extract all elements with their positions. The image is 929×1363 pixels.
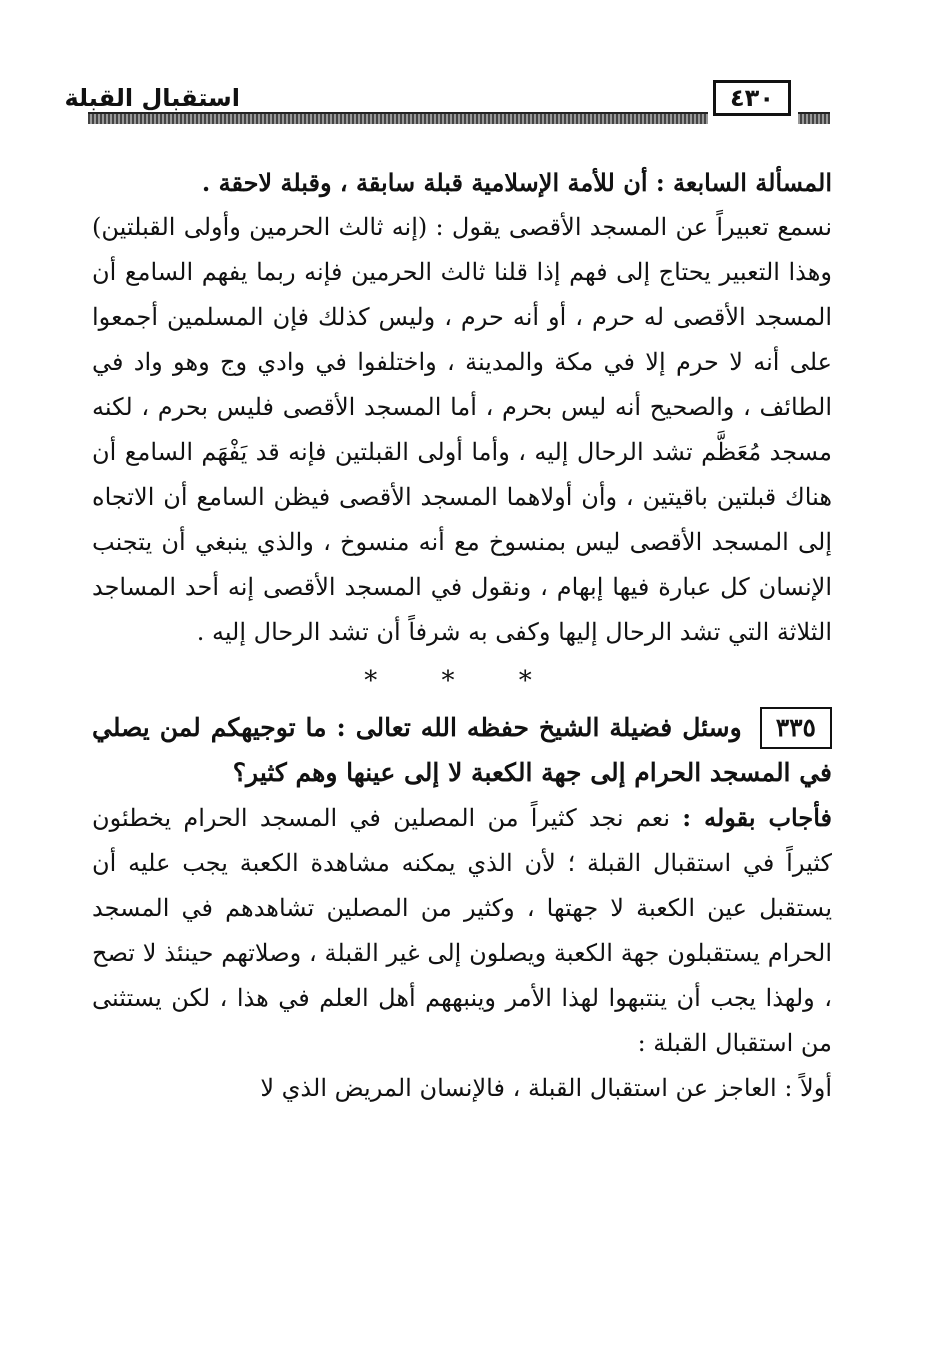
- question-text: وسئل فضيلة الشيخ حفظه الله تعالى : ما توجيهكم لمن يصلي في المسجد الحرام إلى جهة الكعبة لا إلى عينها وهم كثير؟: [92, 713, 832, 787]
- running-title: استقبال القبلة: [64, 84, 240, 112]
- question-block: [92, 705, 832, 795]
- page-body: [92, 160, 832, 1111]
- separator-stars: * * *: [364, 666, 560, 696]
- page-number: ٤٣٠: [713, 80, 791, 116]
- page-header: [64, 78, 830, 124]
- answer-lead: فأجاب بقوله :: [682, 803, 832, 832]
- question-number: ٣٣٥: [760, 707, 832, 749]
- first-point: أولاً : العاجز عن استقبال القبلة ، فالإنسان المريض الذي لا: [260, 1074, 832, 1102]
- section-heading: المسألة السابعة : أن للأمة الإسلامية قبلة سابقة ، وقبلة لاحقة .: [201, 168, 832, 197]
- answer-paragraph: [92, 795, 832, 1066]
- section-paragraph: نسمع تعبيراً عن المسجد الأقصى يقول : (إنه ثالث الحرمين وأولى القبلتين) وهذا التعبير يحتاج إلى فهم إذا قلنا ثالث الحرمين فإنه ربما يفهم السامع أن المسجد الأقصى له حرم ، أو أنه حرم ، وليس كذلك فإن المسلمين أجمعوا على أنه لا حرم إلا في مكة والمدينة ، واختلفوا في وادي وج وهو واد في الطائف ، والصحيح أنه ليس بحرم ، أما المسجد الأقصى فليس بحرم ، لكنه مسجد مُعَظَّم تشد الرحال إليه ، وأما أولى القبلتين فإنه قد يَفْهَم السامع أن هناك قبلتين باقيتين ، وأن أولاهما المسجد الأقصى فيظن السامع أن الاتجاه إلى المسجد الأقصى ليس بمنسوخ مع أنه منسوخ ، والذي ينبغي أن يتجنب الإنسان كل عبارة فيها إبهام ، ونقول في المسجد الأقصى إنه أحد المساجد الثلاثة التي تشد الرحال إليها وكفى به شرفاً أن تشد الرحال إليه .: [92, 213, 832, 646]
- answer-text: نعم نجد كثيراً من المصلين في المسجد الحرام يخطئون كثيراً في استقبال القبلة ؛ لأن الذي يمكنه مشاهدة الكعبة يجب عليه أن يستقبل عين الكعبة لا جهتها ، وكثير من المصلين تشاهدهم في المسجد الحرام يستقبلون جهة الكعبة ويصلون إلى غير القبلة ، وصلاتهم حينئذ لا تصح ، ولهذا يجب أن ينتبهوا لهذا الأمر وينبههم أهل العلم في هذا ، لكن يستثنى من استقبال القبلة :: [92, 804, 832, 1057]
